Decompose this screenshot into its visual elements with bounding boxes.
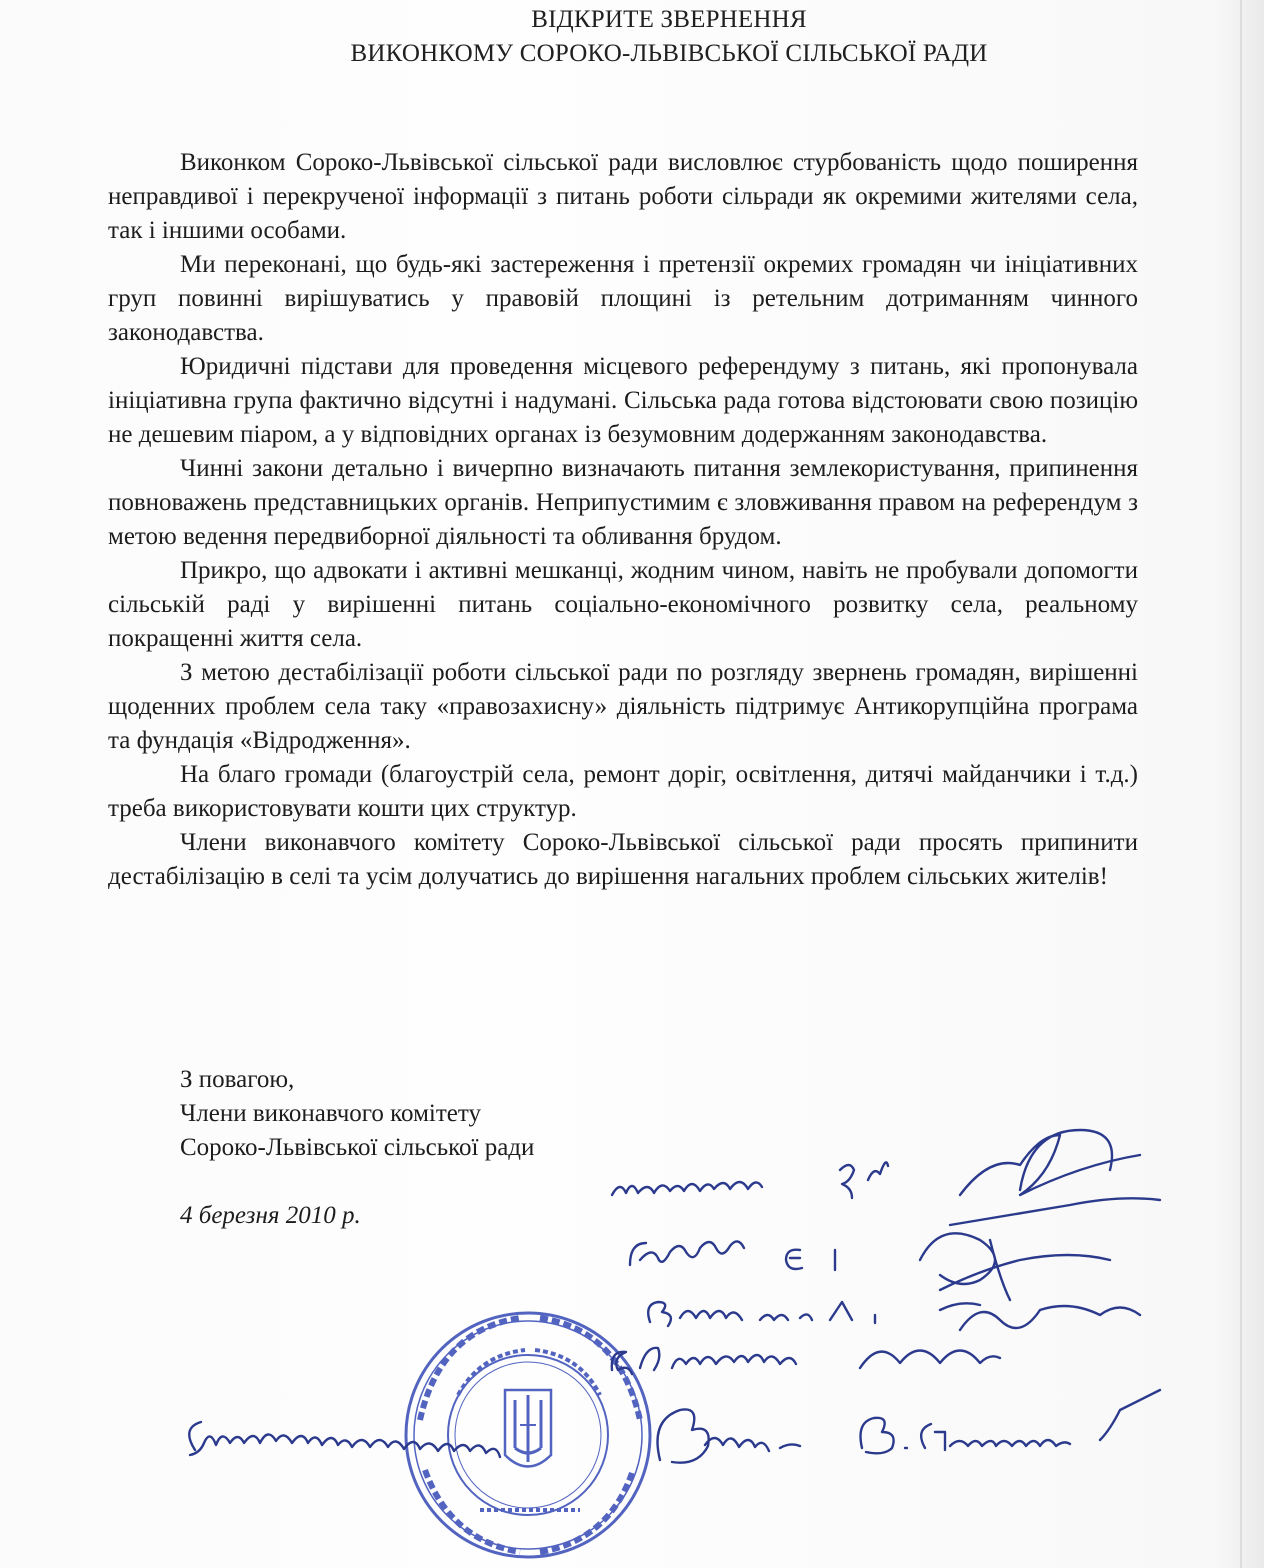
paragraph: Виконком Сороко-Львівської сільської ради висловлює стурбованість щодо поширення неправдивої і перекрученої інформації з питань роботи сільради як окремими жителями села, так і іншими особами. bbox=[108, 149, 1138, 244]
document-subtitle: ВИКОНКОМУ СОРОКО-ЛЬВІВСЬКОЇ СІЛЬСЬКОЇ РАДИ bbox=[350, 40, 988, 67]
letter-body bbox=[108, 146, 1138, 894]
paragraph: На благо громади (благоустрій села, ремонт доріг, освітлення, дитячі майданчики і т.д.) треба використовувати кошти цих структур. bbox=[108, 761, 1138, 822]
document-date: 4 березня 2010 р. bbox=[180, 1202, 361, 1229]
paragraph: Прикро, що адвокати і активні мешканці, жодним чином, навіть не пробували допомогти сільській раді у вирішенні питань соціально-економічного розвитку села, реальному покращенні життя села. bbox=[108, 557, 1138, 652]
paragraph: Юридичні підстави для проведення місцевого референдуму з питань, які пропонувала ініціативна група фактично відсутні і надумані. Сільська рада готова відстоювати свою позицію не дешевим піаром, а у відповідних органах із безумовним додержанням законодавства. bbox=[108, 353, 1138, 448]
paragraph: Члени виконавчого комітету Сороко-Львівської сільської ради просять припинити дестабілізацію в селі та усім долучатись до вирішення нагальних проблем сільських жителів! bbox=[108, 829, 1138, 890]
closing-salutation: З повагою, bbox=[180, 1066, 295, 1093]
paragraph: Чинні закони детально і вичерпно визначають питання землекористування, припинення повноважень представницьких органів. Неприпустимим є зловживання правом на референдум з метою ведення передвиборної діяльності та обливання брудом. bbox=[108, 455, 1138, 550]
paragraph: Ми переконані, що будь-які застереження і претензії окремих громадян чи ініціативних груп повинні вирішуватись у правовій площині із ретельним дотриманням чинного законодавства. bbox=[108, 251, 1138, 346]
closing-signatories: Члени виконавчого комітету bbox=[180, 1100, 481, 1127]
document-title: ВІДКРИТЕ ЗВЕРНЕННЯ bbox=[531, 6, 807, 33]
closing-block bbox=[180, 1063, 534, 1165]
page-edge-shadow bbox=[1240, 0, 1242, 1568]
paragraph: З метою дестабілізації роботи сільської ради по розгляду звернень громадян, вирішенні щоденних проблем села таку «правозахисну» діяльність підтримує Антикорупційна програма та фундація «Відродження». bbox=[108, 659, 1138, 754]
closing-organization: Сороко-Львівської сільської ради bbox=[180, 1134, 535, 1161]
